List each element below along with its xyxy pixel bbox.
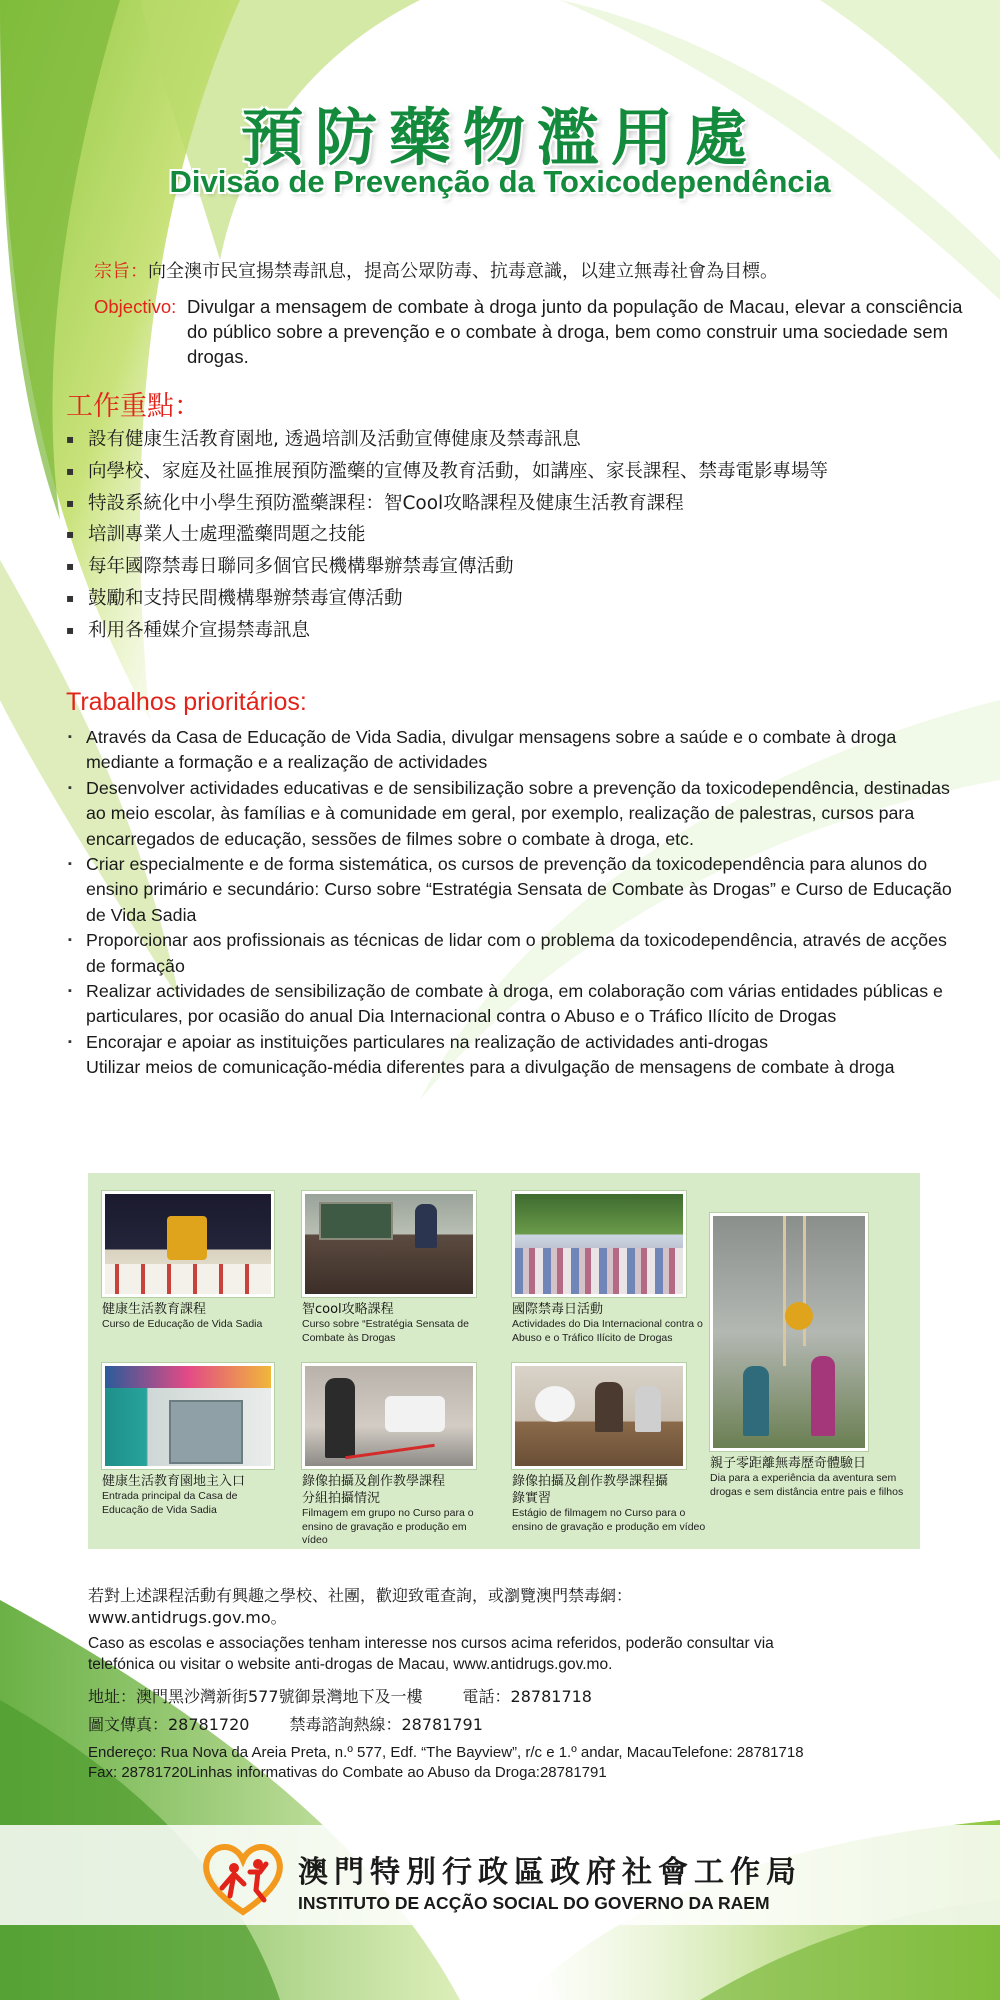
photo-adventure-day: [710, 1213, 868, 1451]
gallery-card: [512, 1191, 708, 1345]
priorities-zh-heading: 工作重點：: [66, 391, 201, 422]
gallery-caption-pt: Dia para a experiência da aventura sem drogas e sem distância entre pais e filhos: [710, 1472, 904, 1498]
list-item: ▪ 培訓專業人士處理濫藥問題之技能: [66, 519, 966, 551]
gallery-caption-pt: Filmagem em grupo no Curso para o ensino de gravação e produção em vídeo: [302, 1507, 474, 1546]
gallery-caption-zh: 錄像拍攝及創作教學課程攝錄實習: [512, 1474, 669, 1506]
tel-pt: Telefone: 28781718: [671, 1744, 804, 1761]
gallery-caption-zh: 智cool攻略課程: [302, 1302, 394, 1317]
gallery-card: [302, 1363, 480, 1548]
org-name-zh: 澳門特別行政區政府社會工作局: [298, 1854, 802, 1890]
gallery-caption-zh: 親子零距離無毒歷奇體驗日: [710, 1456, 867, 1471]
priorities-pt-heading: Trabalhos prioritários:: [66, 688, 307, 716]
page-title-pt: Divisão de Prevenção da Toxicodependência: [169, 164, 831, 199]
objective-zh: [94, 258, 974, 286]
page-title-zh: 預防藥物濫用處: [240, 101, 759, 174]
photo-filming-practice: [512, 1363, 686, 1469]
gallery-caption-pt: Curso de Educação de Vida Sadia: [102, 1318, 263, 1330]
fax-zh-row: [88, 1711, 968, 1739]
objective-pt-text: Divulgar a mensagem de combate à droga junto da população de Macau, elevar a consciência do público sobre a prevenção e o combate à droga, bem como construir uma sociedade sem drogas.: [187, 296, 963, 367]
address-pt: Endereço: Rua Nova da Areia Preta, n.º 577, Edf. “The Bayview”, r/c e 1.º andar, Macau: [88, 1744, 672, 1761]
list-item: ▪ 鼓勵和支持民間機構舉辦禁毒宣傳活動: [66, 583, 966, 615]
gallery-caption-zh: 健康生活教育園地主入口: [102, 1474, 246, 1489]
fax-zh: 圖文傳真：28781720: [88, 1715, 250, 1734]
contact-zh-line: 若對上述課程活動有興趣之學校、社團，歡迎致電查詢，或瀏覽澳門禁毒網：: [88, 1586, 633, 1605]
list-item: ▪ Proporcionar aos profissionais as técnicas de lidar com o problema da toxicodependência, através de acções de formação: [66, 928, 956, 979]
list-item: ▪ Desenvolver actividades educativas e de sensibilização sobre a prevenção da toxicodependência, destinadas ao meio escolar, às famílias e à comunidade em geral, por exemplo, realização de palestras, cursos para encarregados de educação, sessões de filmes sobre o combate à droga, etc.: [66, 776, 956, 852]
list-item-trailing-line: Utilizar meios de comunicação-média diferentes para a divulgação de mensagens de combate à droga: [86, 1057, 895, 1078]
gallery-card: [710, 1213, 910, 1499]
heart-logo-icon: [200, 1842, 286, 1918]
fax-pt-row: [88, 1763, 968, 1783]
objective-pt-label: Objectivo:: [94, 296, 177, 317]
gallery-caption-pt: Entrada principal da Casa de Educação de Vida Sadia: [102, 1490, 238, 1516]
fax-pt: Fax: 28781720: [88, 1764, 189, 1781]
gallery-caption-zh: 健康生活教育課程: [102, 1302, 207, 1317]
priorities-zh-list: [66, 424, 966, 647]
org-name-pt: INSTITUTO DE ACÇÃO SOCIAL DO GOVERNO DA RAEM: [298, 1892, 770, 1913]
list-item: ▪ Através da Casa de Educação de Vida Sadia, divulgar mensagens sobre a saúde e o combate à droga mediante a formação e a realização de actividades: [66, 725, 956, 776]
photo-health-house-entrance: [102, 1363, 274, 1469]
address-zh-row: [88, 1683, 968, 1711]
photo-anti-drug-day: [512, 1191, 686, 1297]
gallery-caption-pt: Actividades do Dia Internacional contra o Abuso e o Tráfico Ilícito de Drogas: [512, 1318, 703, 1344]
gallery-caption-zh: 錄像拍攝及創作教學課程分組拍攝情況: [302, 1474, 446, 1506]
objective-pt: [94, 294, 964, 369]
address-zh: 地址：澳門黑沙灣新街577號御景灣地下及一樓: [88, 1687, 423, 1706]
list-item-continuation: [66, 1055, 956, 1080]
photo-group-filming: [302, 1363, 476, 1469]
list-item: ▪ 特設系統化中小學生預防濫藥課程：智Cool攻略課程及健康生活教育課程: [66, 488, 966, 520]
tel-zh: 電話：28781718: [462, 1687, 592, 1706]
list-item: ▪ 利用各種媒介宣揚禁毒訊息: [66, 615, 966, 647]
photo-cool-course: [302, 1191, 476, 1297]
gallery-card: [302, 1191, 480, 1345]
gallery-card: [102, 1191, 272, 1332]
contact-section: [88, 1585, 968, 1783]
gallery-caption-pt: Estágio de filmagem no Curso para o ensino de gravação e produção em vídeo: [512, 1507, 706, 1533]
hotline-zh: 禁毒諮詢熱線：28781791: [289, 1715, 483, 1734]
photo-gallery: [88, 1173, 920, 1549]
contact-pt-text: Caso as escolas e associações tenham interesse nos cursos acima referidos, poderão consultar via telefónica ou visitar o website anti-drogas de Macau, www.antidrugs.gov.mo.: [88, 1635, 774, 1673]
gallery-caption-zh: 國際禁毒日活動: [512, 1302, 604, 1317]
list-item: ▪ Criar especialmente e de forma sistemática, os cursos de prevenção da toxicodependência para alunos do ensino primário e secundário: Curso sobre “Estratégia Sensata de Combate às Drogas” e Curso de Educação de Vida Sadia: [66, 852, 956, 928]
gallery-card: [512, 1363, 708, 1534]
footer-logo: [200, 1840, 840, 1920]
objective-zh-text: 向全澳市民宣揚禁毒訊息，提高公眾防毒、抗毒意識，以建立無毒社會為目標。: [148, 261, 778, 282]
contact-zh-url[interactable]: www.antidrugs.gov.mo。: [88, 1608, 287, 1627]
gallery-card: [102, 1363, 282, 1517]
photo-health-course: [102, 1191, 274, 1297]
list-item: ▪ Realizar actividades de sensibilização de combate à droga, em colaboração com várias entidades públicas e particulares, por ocasião do anual Dia Internacional contra o Abuso e o Tráfico Ilícito de Drogas: [66, 979, 956, 1030]
hotline-pt: Linhas informativas do Combate ao Abuso da Droga:28781791: [188, 1764, 607, 1781]
list-item: ▪ Encorajar e apoiar as instituições particulares na realização de actividades anti-drogas: [66, 1030, 956, 1055]
org-name: [298, 1847, 802, 1914]
gallery-caption-pt: Curso sobre “Estratégia Sensata de Combate às Drogas: [302, 1318, 469, 1344]
list-item: ▪ 向學校、家庭及社區推展預防濫藥的宣傳及教育活動，如講座、家長課程、禁毒電影專場等: [66, 456, 828, 488]
objective-zh-label: 宗旨：: [94, 261, 148, 282]
address-pt-row: [88, 1743, 968, 1763]
list-item: ▪ 每年國際禁毒日聯同多個官民機構舉辦禁毒宣傳活動: [66, 551, 966, 583]
list-item: ▪ 設有健康生活教育園地, 透過培訓及活動宣傳健康及禁毒訊息: [66, 424, 966, 456]
priorities-pt-list: [66, 725, 956, 1081]
